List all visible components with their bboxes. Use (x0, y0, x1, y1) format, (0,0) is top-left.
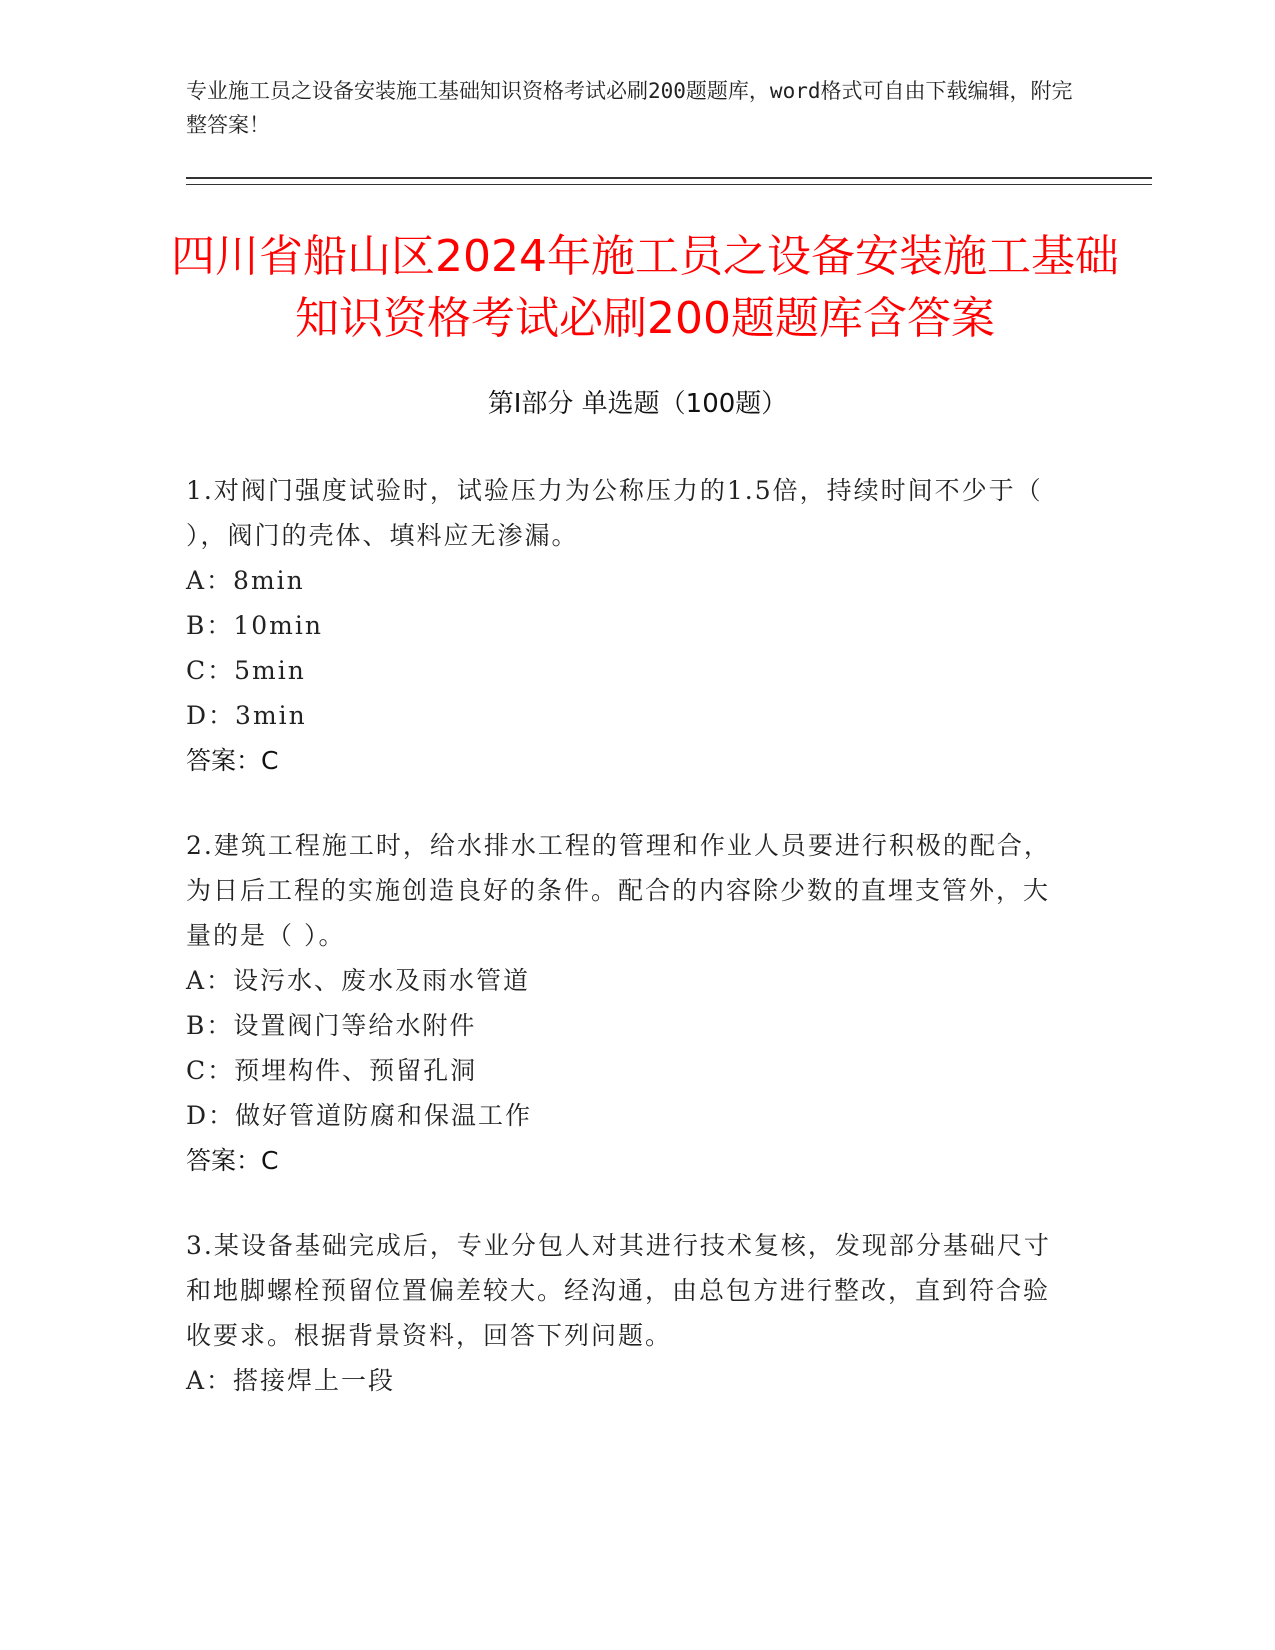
option-a: A：8min (186, 566, 305, 595)
option-b: B：设置阀门等给水附件 (186, 1011, 477, 1040)
option-d: D：3min (186, 701, 307, 730)
answer: 答案：C (186, 746, 279, 775)
question-2 (186, 823, 1066, 1183)
question-stem: 2.建筑工程施工时，给水排水工程的管理和作业人员要进行积极的配合，为日后工程的实施创造良好的条件。配合的内容除少数的直埋支管外，大量的是（ ）。 (186, 831, 1051, 950)
question-stem: 1.对阀门强度试验时，试验压力为公称压力的1.5倍，持续时间不少于（ ），阀门的壳体、填料应无渗漏。 (186, 476, 1043, 550)
section-title: 第Ⅰ部分 单选题（100题） (487, 389, 788, 419)
option-a: A：设污水、废水及雨水管道 (186, 966, 531, 995)
header-divider-thick (186, 177, 1152, 179)
question-3 (186, 1223, 1066, 1403)
question-stem: 3.某设备基础完成后，专业分包人对其进行技术复核，发现部分基础尺寸和地脚螺栓预留位置偏差较大。经沟通，由总包方进行整改，直到符合验收要求。根据背景资料，回答下列问题。 (186, 1231, 1051, 1350)
option-b: B：10min (186, 611, 323, 640)
header-note: 专业施工员之设备安装施工基础知识资格考试必刷200题题库，word格式可自由下载编辑，附完整答案！ (186, 79, 1073, 137)
answer: 答案：C (186, 1146, 279, 1175)
option-c: C：预埋构件、预留孔洞 (186, 1056, 478, 1085)
question-1 (186, 468, 1066, 783)
option-a: A：搭接焊上一段 (186, 1366, 396, 1395)
option-c: C：5min (186, 656, 306, 685)
header-divider-thin (186, 184, 1152, 185)
option-d: D：做好管道防腐和保温工作 (186, 1101, 533, 1130)
question-list (186, 468, 1066, 1443)
document-title: 四川省船山区2024年施工员之设备安装施工基础知识资格考试必刷200题题库含答案 (171, 231, 1119, 344)
